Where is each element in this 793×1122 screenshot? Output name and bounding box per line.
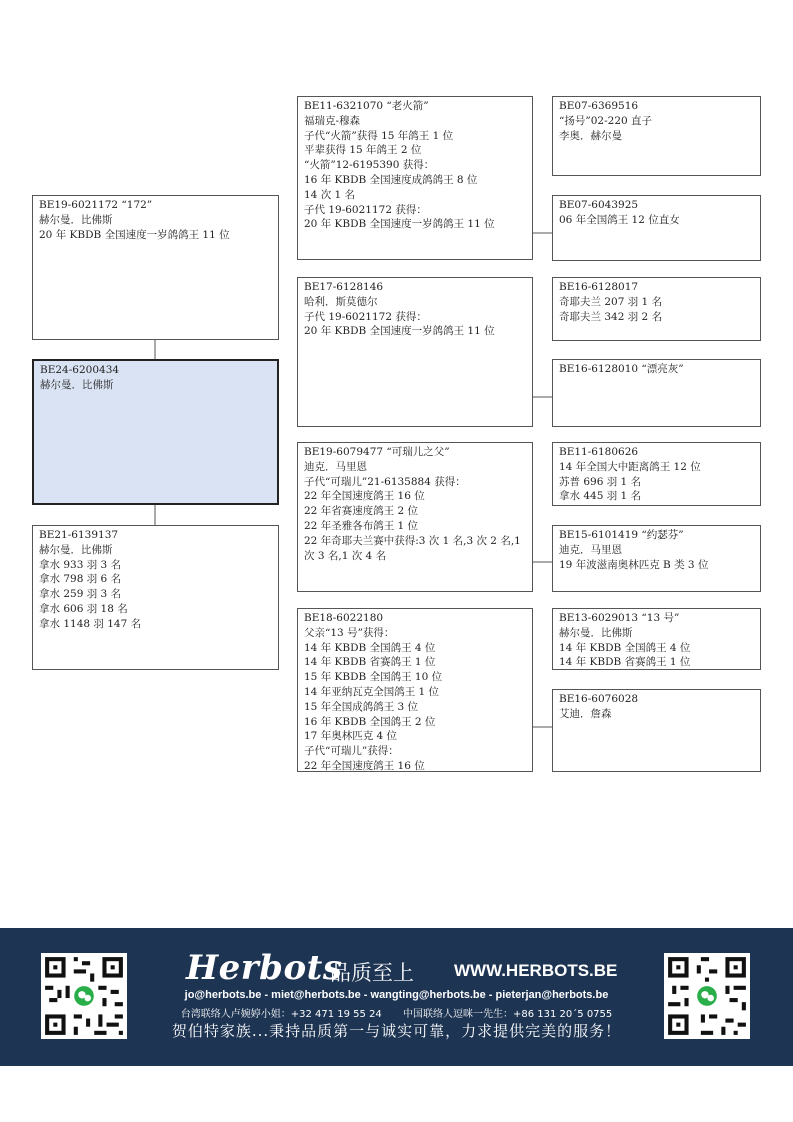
pedigree-line: 赫尔曼．比佛斯 [39, 543, 113, 556]
pedigree-line: 22 年全国速度鸽王 16 位 [304, 490, 425, 503]
sire-sire-box [297, 96, 533, 260]
contact-taiwan: 台湾联络人卢婉婷小姐：+32 471 19 55 24 [180, 1009, 382, 1020]
pedigree-line: 子代“可瑞儿”获得： [304, 745, 399, 758]
pedigree-line: 迪克．马里恩 [304, 460, 367, 473]
pedigree-line: 拿水 606 羽 18 名 [39, 602, 128, 615]
ss-sire-box [552, 96, 761, 176]
pedigree-line: 奇耶夫兰 342 羽 2 名 [559, 310, 663, 323]
pedigree-line: 20 年 KBDB 全国速度一岁鸽鸽王 11 位 [304, 218, 495, 231]
pedigree-line: 拿水 933 羽 3 名 [39, 558, 122, 571]
pedigree-line: 福瑞克-穆森 [304, 114, 361, 127]
email-list[interactable]: jo@herbots.be - miet@herbots.be - wangting@herbots.be - pieterjan@herbots.be [184, 989, 609, 1001]
qr-code-right[interactable] [664, 953, 750, 1039]
pedigree-line: 子代“可瑞儿”21-6135884 获得： [304, 475, 466, 488]
ring-number: BE21-6139137 [39, 529, 119, 541]
pedigree-line: 赫尔曼．比佛斯 [40, 378, 114, 391]
footer-tagline: 贺伯特家族...秉持品质第一与诚实可靠，力求提供完美的服务！ [171, 1022, 622, 1040]
pedigree-line: 15 年 KBDB 全国鸽王 10 位 [304, 671, 443, 684]
ring-number: BE16-6076028 [559, 693, 639, 705]
subject-box [32, 359, 279, 505]
ring-number: BE16-6128010 “漂亮灰” [559, 363, 684, 375]
pedigree-line: “火箭”12-6195390 获得： [304, 159, 435, 172]
pedigree-line: “扬号”02-220 直子 [559, 114, 653, 127]
pedigree-line: 15 年全国成鸽鸽王 3 位 [304, 700, 419, 713]
pedigree-line: 22 年圣雅各布鸽王 1 位 [304, 519, 419, 532]
contact-china: 中国联络人逗咪一先生：+86 131 20´5 0755 [403, 1009, 613, 1020]
pedigree-line: 赫尔曼．比佛斯 [559, 626, 633, 639]
ring-number: BE07-6369516 [559, 100, 639, 112]
ring-number: BE15-6101419 “约瑟芬” [559, 529, 684, 541]
dam-sire-box [297, 442, 533, 592]
pedigree-line: 艾迪．詹森 [559, 707, 612, 720]
pedigree-line: 14 年 KBDB 全国鸽王 4 位 [304, 641, 436, 654]
pedigree-line: 14 年亚纳瓦克全国鸽王 1 位 [304, 685, 440, 698]
pedigree-line: 16 年 KBDB 全国鸽王 2 位 [304, 715, 436, 728]
website-link[interactable]: WWW.HERBOTS.BE [454, 961, 618, 980]
pedigree-line: 子代 19-6021172 获得： [304, 310, 427, 323]
pedigree-line: 16 年 KBDB 全国速度成鸽鸽王 8 位 [304, 173, 478, 186]
dd-dam-box [552, 689, 761, 772]
pedigree-line: 拿水 445 羽 1 名 [559, 490, 642, 503]
pedigree-line: 20 年 KBDB 全国速度一岁鸽鸽王 11 位 [39, 228, 230, 241]
ring-number: BE13-6029013 “13 号” [559, 612, 680, 624]
pedigree-line: 22 年省赛速度鸽王 2 位 [304, 505, 419, 518]
pedigree-line: 哈利．斯莫德尔 [304, 295, 378, 308]
pedigree-line: 拿水 1148 羽 147 名 [39, 617, 142, 630]
brand-row [182, 948, 622, 988]
sd-dam-box [552, 359, 761, 427]
pedigree-line: 拿水 798 羽 6 名 [39, 573, 122, 586]
ring-number: BE24-6200434 [40, 364, 120, 376]
pedigree-line: 拿水 259 羽 3 名 [39, 588, 122, 601]
pedigree-line: 14 次 1 名 [304, 188, 356, 201]
ring-number: BE17-6128146 [304, 281, 384, 293]
pedigree-line: 子代 19-6021172 获得： [304, 203, 427, 216]
brand-logo[interactable]: Herbots [186, 948, 343, 988]
sire-box [32, 195, 279, 340]
ss-dam-box [552, 195, 761, 261]
dam-box [32, 525, 279, 670]
pedigree-line: 14 年 KBDB 省赛鸽王 1 位 [304, 656, 436, 669]
ring-number: BE11-6321070 “老火箭” [304, 100, 429, 112]
pedigree-line: 19 年波滋南奥林匹克 B 类 3 位 [559, 558, 709, 571]
pedigree-line: 平辈获得 15 年鸽王 2 位 [304, 144, 422, 157]
dd-sire-box [552, 608, 761, 670]
pedigree-line: 苏普 696 羽 1 名 [559, 475, 642, 488]
pedigree-line: 14 年全国大中距离鸽王 12 位 [559, 460, 701, 473]
pedigree-line: 父亲“13 号”获得： [304, 626, 395, 639]
pedigree-line: 17 年奥林匹克 4 位 [304, 730, 398, 743]
ring-number: BE19-6079477 “可瑞儿之父” [304, 446, 450, 458]
pedigree-line: 22 年全国速度鸽王 16 位 [304, 759, 425, 772]
dam-dam-box [297, 608, 533, 772]
pedigree-line: 22 年奇耶夫兰赛中获得:3 次 1 名,3 次 2 名,1 次 3 名,1 次 4 名 [304, 534, 521, 562]
sd-sire-box [552, 277, 761, 341]
pedigree-line: 子代“火箭”获得 15 年鸽王 1 位 [304, 129, 454, 142]
pedigree-line: 14 年 KBDB 全国鸽王 4 位 [559, 641, 691, 654]
footer-banner [0, 928, 793, 1066]
qr-code-right-icon [664, 953, 750, 1039]
ring-number: BE07-6043925 [559, 199, 639, 211]
ring-number: BE16-6128017 [559, 281, 639, 293]
pedigree-line: 奇耶夫兰 207 羽 1 名 [559, 295, 663, 308]
pedigree-line: 20 年 KBDB 全国速度一岁鸽鸽王 11 位 [304, 325, 495, 338]
pedigree-line: 迪克．马里恩 [559, 543, 622, 556]
ds-sire-box [552, 442, 761, 506]
ring-number: BE11-6180626 [559, 446, 639, 458]
pedigree-line: 赫尔曼．比佛斯 [39, 213, 113, 226]
pedigree-line: 06 年全国鸽王 12 位直女 [559, 213, 680, 226]
pedigree-line: 李奥．赫尔曼 [559, 129, 622, 142]
pedigree-line: 14 年 KBDB 省赛鸽王 1 位 [559, 656, 691, 669]
brand-slogan: 品质至上 [330, 961, 414, 985]
ring-number: BE18-6022180 [304, 612, 384, 624]
sire-dam-box [297, 277, 533, 427]
ds-dam-box [552, 525, 761, 592]
ring-number: BE19-6021172 “172” [39, 199, 153, 211]
